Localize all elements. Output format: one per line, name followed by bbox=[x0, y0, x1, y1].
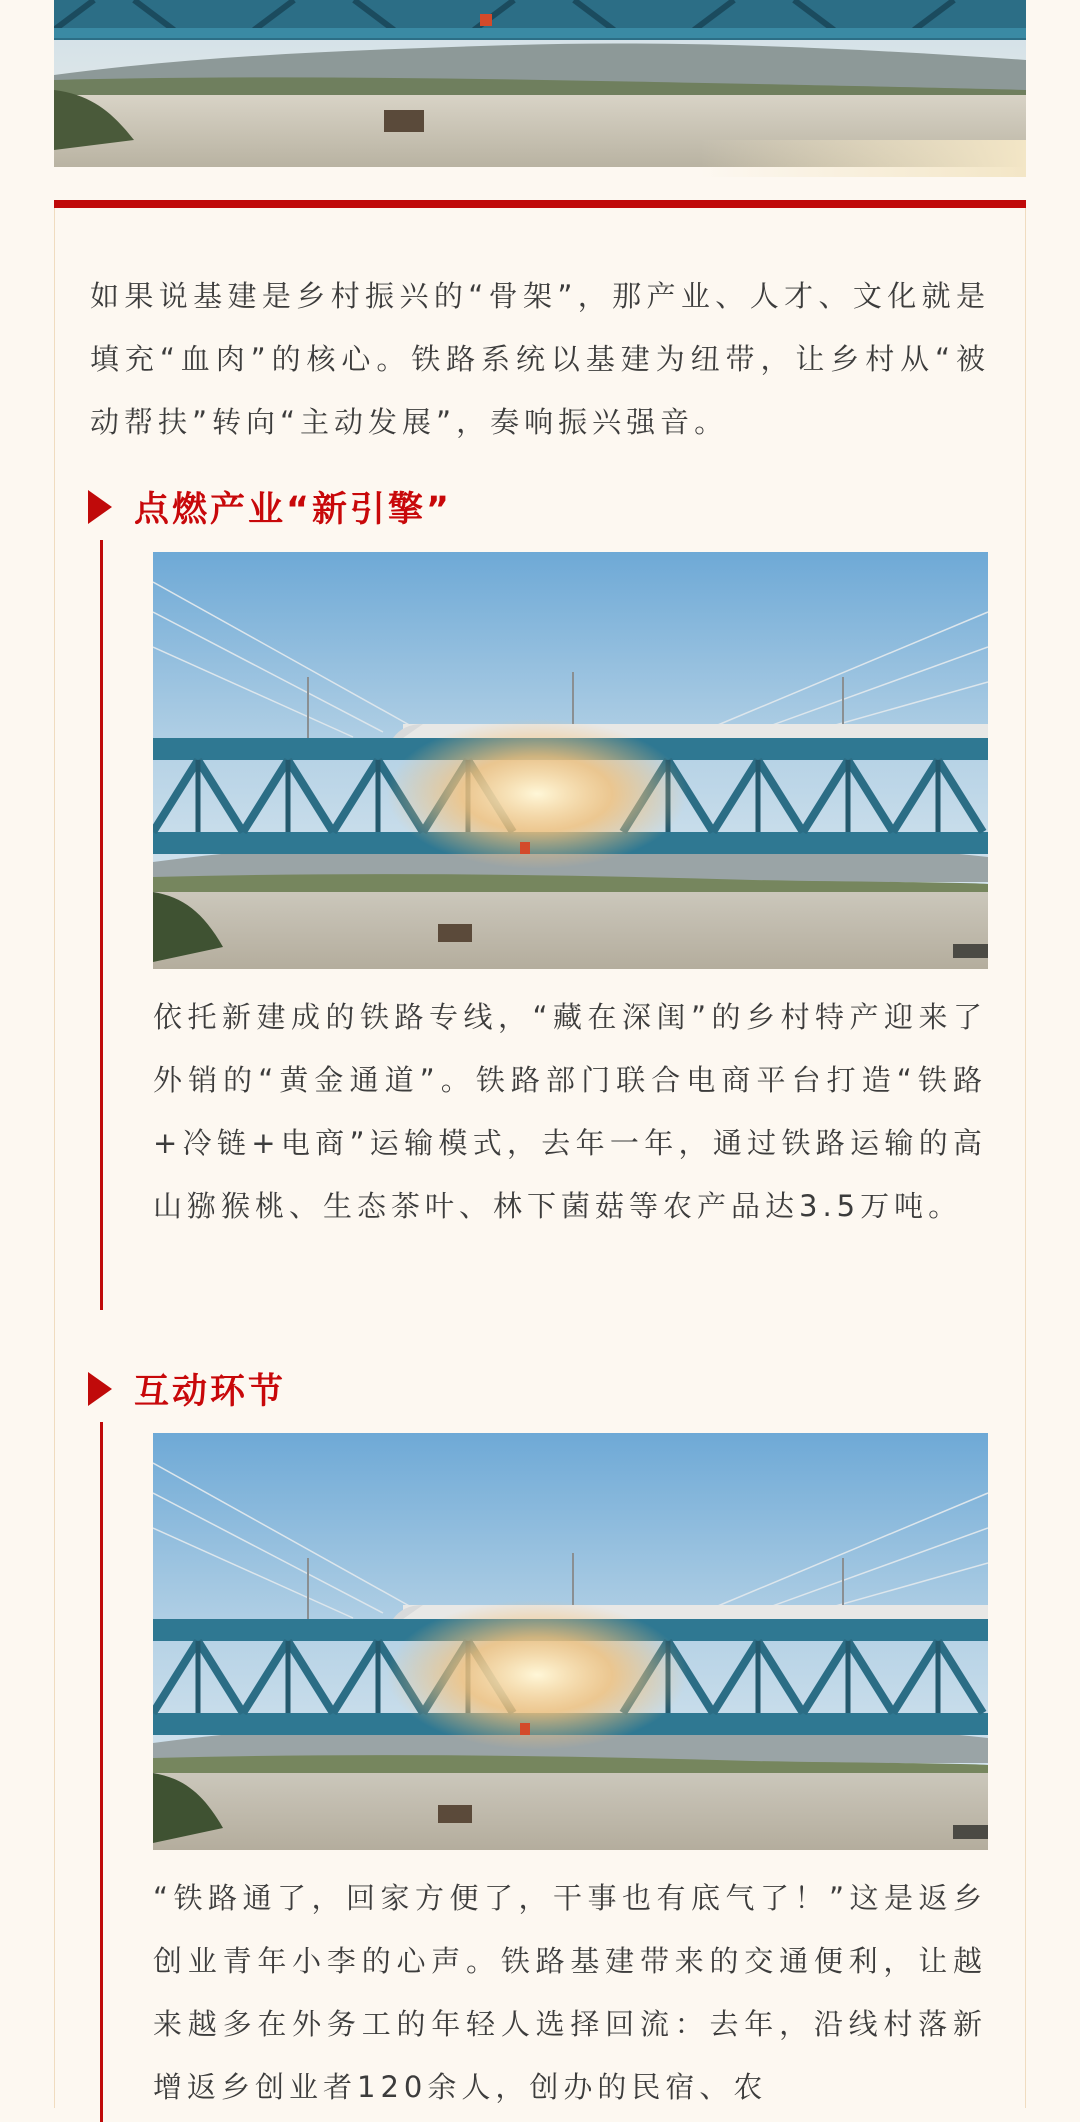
section-heading-interaction bbox=[88, 1364, 286, 1414]
section-industry-paragraph: 依托新建成的铁路专线，“藏在深闺”的乡村特产迎来了外销的“黄金通道”。铁路部门联合电商平台打造“铁路+冷链+电商”运输模式，去年一年，通过铁路运输的高山猕猴桃、生态茶叶、林下菌菇等农产品达3.5万吨。 bbox=[153, 1000, 987, 1223]
section-heading-industry bbox=[88, 482, 452, 532]
section-vertical-rule bbox=[100, 540, 103, 1310]
section-vertical-rule bbox=[100, 1422, 103, 2122]
section-heading-text: 点燃产业“新引擎” bbox=[134, 490, 453, 530]
bridge-train-photo bbox=[153, 1433, 988, 1850]
triangle-bullet-icon bbox=[88, 1372, 112, 1406]
intro-paragraph: 如果说基建是乡村振兴的“骨架”，那产业、人才、文化就是填充“血肉”的核心。铁路系统以基建为纽带，让乡村从“被动帮扶”转向“主动发展”，奏响振兴强音。 bbox=[90, 279, 990, 439]
red-divider bbox=[54, 200, 1026, 208]
bridge-train-photo bbox=[153, 552, 988, 969]
triangle-bullet-icon bbox=[88, 490, 112, 524]
section-heading-text: 互动环节 bbox=[134, 1372, 287, 1412]
section-interaction-paragraph: “铁路通了，回家方便了，干事也有底气了！”这是返乡创业青年小李的心声。铁路基建带来的交通便利，让越来越多在外务工的年轻人选择回流：去年，沿线村落新增返乡创业者120余人，创办的民宿、农 bbox=[153, 1881, 987, 2104]
decorative-fade bbox=[700, 140, 1026, 177]
